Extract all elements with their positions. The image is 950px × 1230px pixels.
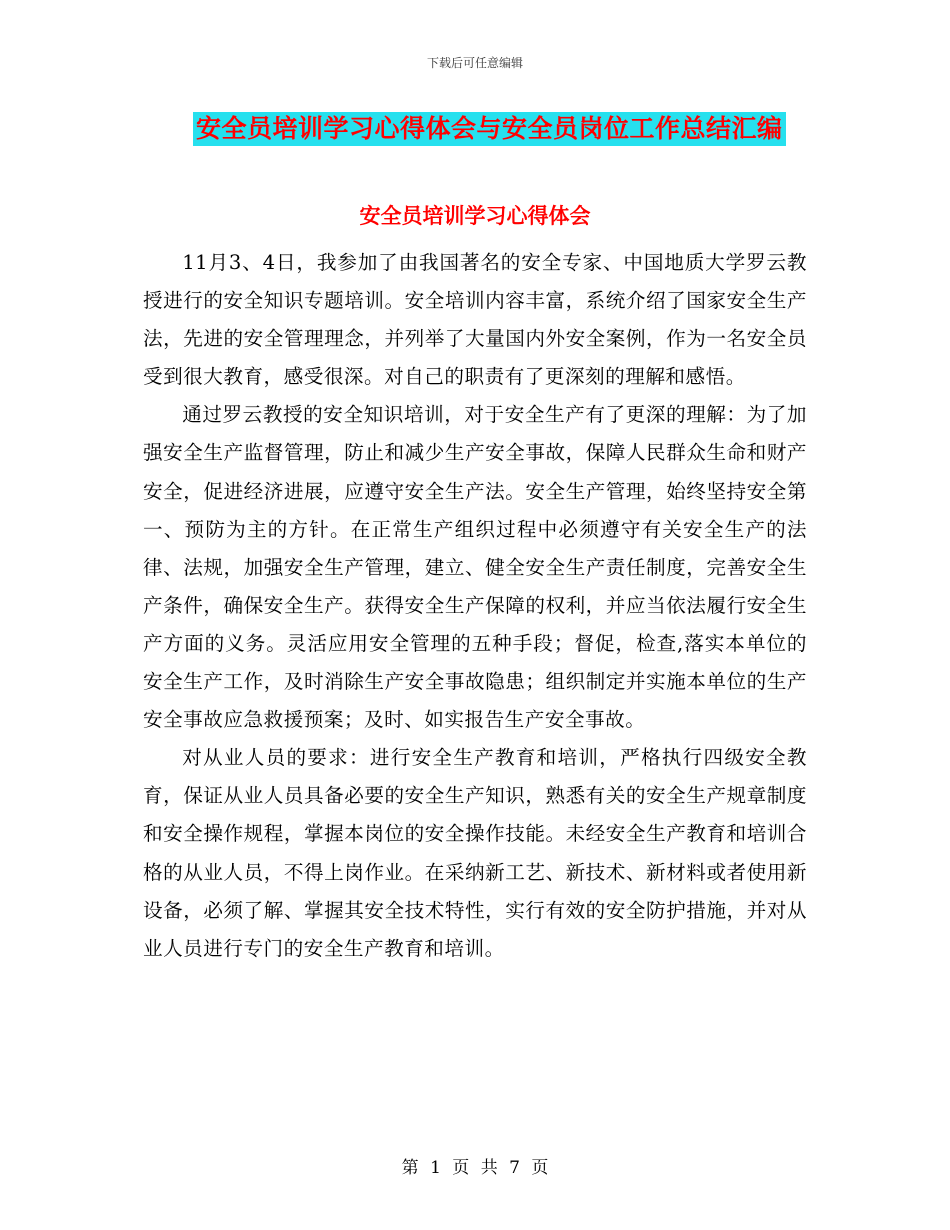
paragraph-1: 11月3、4日，我参加了由我国著名的安全专家、中国地质大学罗云教授进行的安全知识专题培训。安全培训内容丰富，系统介绍了国家安全生产法，先进的安全管理理念，并列举了大量国内外安全案例，作为一名安全员受到很大教育，感受很深。对自己的职责有了更深刻的理解和感悟。	[143, 251, 807, 389]
paragraph-2: 通过罗云教授的安全知识培训，对于安全生产有了更深的理解：为了加强安全生产监督管理，防止和减少生产安全事故，保障人民群众生命和财产安全，促进经济进展，应遵守安全生产法。安全生产管理，始终坚持安全第一、预防为主的方针。在正常生产组织过程中必须遵守有关安全生产的法律、法规，加强安全生产管理，建立、健全安全生产责任制度，完善安全生产条件，确保安全生产。获得安全生产保障的权利，并应当依法履行安全生产方面的义务。灵活应用安全管理的五种手段；督促，检查,落实本单位的安全生产工作，及时消除生产安全事故隐患；组织制定并实施本单位的生产安全事故应急救援预案；及时、如实报告生产安全事故。	[143, 403, 807, 732]
document-body	[143, 244, 807, 968]
header-note: 下载后可任意编辑	[426, 56, 523, 70]
section-title: 安全员培训学习心得体会	[359, 204, 591, 228]
page-number: 第 1 页 共 7 页	[401, 1158, 549, 1178]
paragraph-3: 对从业人员的要求：进行安全生产教育和培训，严格执行四级安全教育，保证从业人员具备必要的安全生产知识，熟悉有关的安全生产规章制度和安全操作规程，掌握本岗位的安全操作技能。未经安全生产教育和培训合格的从业人员，不得上岗作业。在采纳新工艺、新技术、新材料或者使用新设备，必须了解、掌握其安全技术特性，实行有效的安全防护措施，并对从业人员进行专门的安全生产教育和培训。	[143, 746, 807, 960]
document-title: 安全员培训学习心得体会与安全员岗位工作总结汇编	[193, 112, 786, 146]
